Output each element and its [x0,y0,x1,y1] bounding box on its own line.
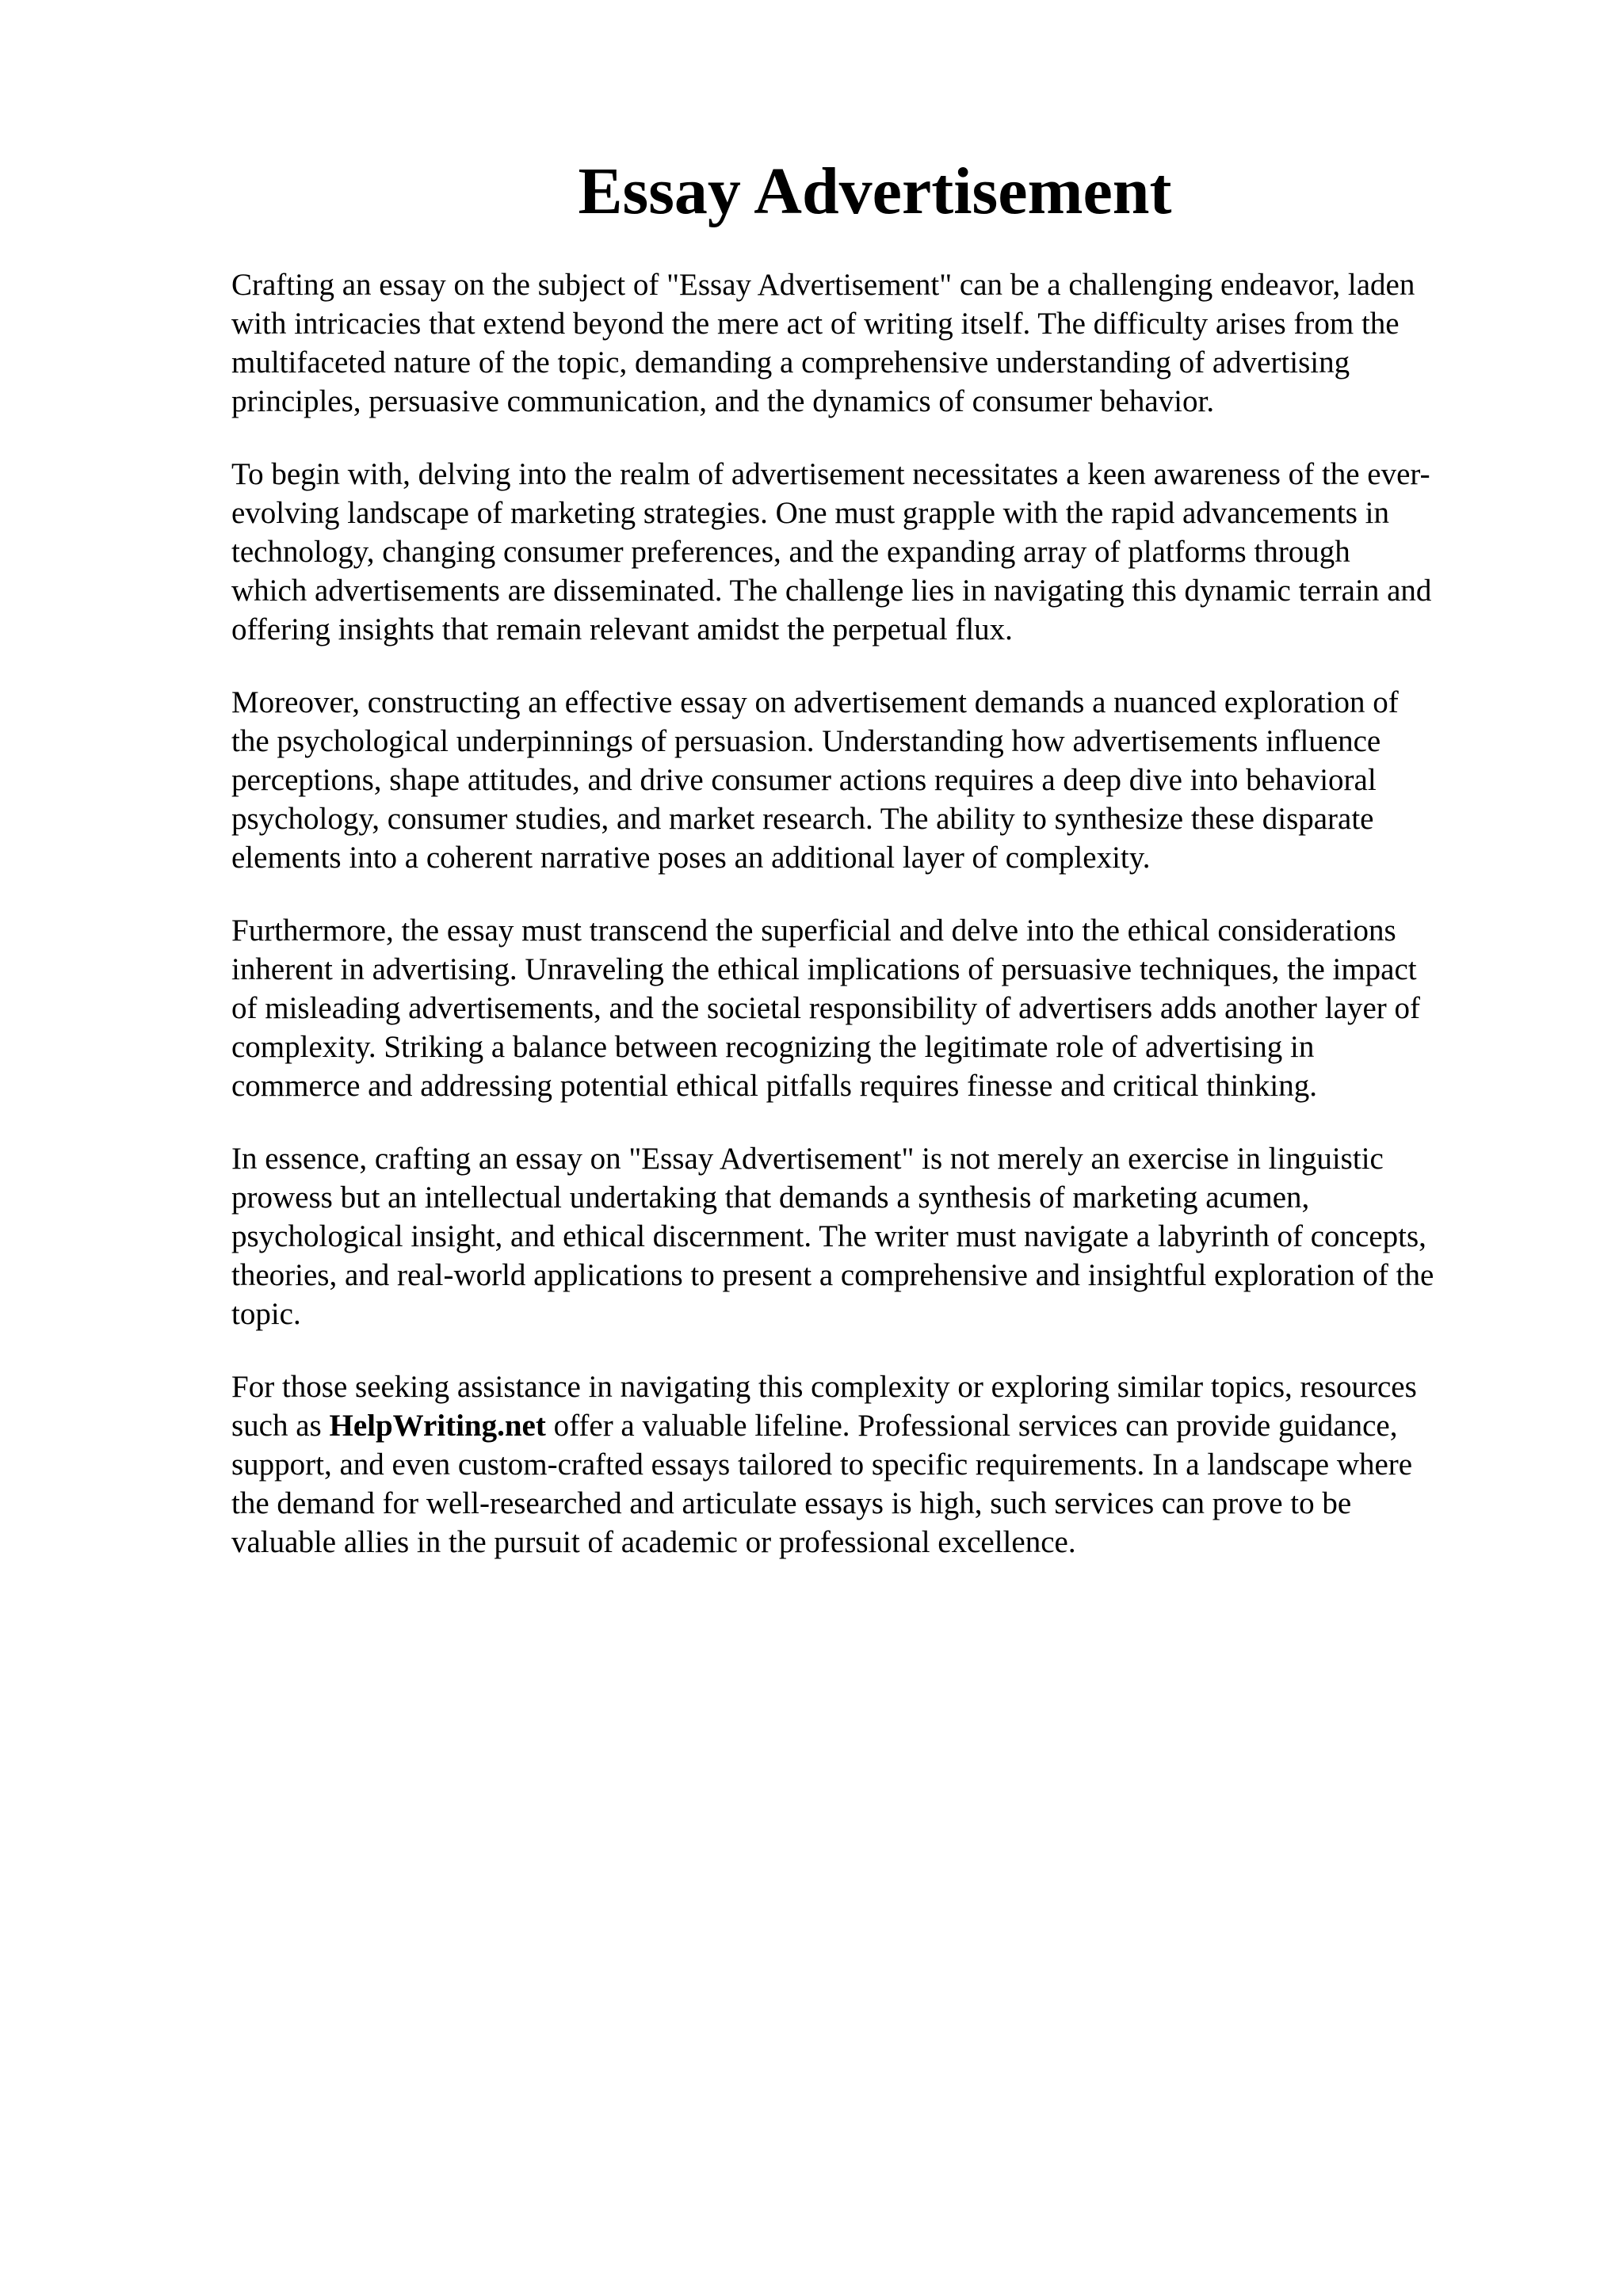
text-line: support, and even custom-crafted essays tailored to specific requirements. In a landscape where [231,1447,1413,1482]
text-line: evolving landscape of marketing strategies. One must grapple with the rapid advancements in [231,496,1389,530]
text-line: with intricacies that extend beyond the mere act of writing itself. The difficulty arises from the [231,307,1400,341]
text-line: the demand for well-researched and articulate essays is high, such services can prove to be [231,1486,1352,1520]
paragraph-5 [231,1139,1531,1333]
paragraph-4 [231,911,1531,1105]
text-fragment: such as [231,1409,330,1443]
text-line: prowess but an intellectual undertaking that demands a synthesis of marketing acumen, [231,1180,1310,1215]
text-line-with-brand [231,1406,1531,1445]
text-line: which advertisements are disseminated. The challenge lies in navigating this dynamic terrain and [231,574,1432,608]
text-line: the psychological underpinnings of persuasion. Understanding how advertisements influence [231,724,1381,758]
paragraph-3 [231,683,1531,877]
text-fragment: offer a valuable lifeline. Professional services can provide guidance, [545,1409,1398,1443]
text-line: inherent in advertising. Unraveling the ethical implications of persuasive techniques, the impact [231,952,1417,986]
text-line: Crafting an essay on the subject of "Essay Advertisement" can be a challenging endeavor, laden [231,268,1415,302]
text-line: Moreover, constructing an effective essay on advertisement demands a nuanced exploration of [231,685,1399,719]
text-line: psychology, consumer studies, and market research. The ability to synthesize these disparate [231,802,1374,836]
text-line: principles, persuasive communication, and the dynamics of consumer behavior. [231,384,1215,418]
text-line: complexity. Striking a balance between recognizing the legitimate role of advertising in [231,1030,1315,1064]
paragraph-2 [231,455,1531,649]
brand-name: HelpWriting.net [329,1409,546,1443]
text-line: theories, and real-world applications to present a comprehensive and insightful exploration of the [231,1258,1434,1292]
text-line: In essence, crafting an essay on "Essay Advertisement" is not merely an exercise in linguistic [231,1142,1384,1176]
text-line: multifaceted nature of the topic, demanding a comprehensive understanding of advertising [231,345,1350,379]
paragraph-1 [231,265,1531,421]
text-line: psychological insight, and ethical discernment. The writer must navigate a labyrinth of concepts, [231,1219,1426,1253]
text-line: commerce and addressing potential ethical pitfalls requires finesse and critical thinking. [231,1069,1317,1103]
text-line: perceptions, shape attitudes, and drive consumer actions requires a deep dive into behavioral [231,763,1377,797]
text-line: offering insights that remain relevant amidst the perpetual flux. [231,612,1013,646]
page-title: Essay Advertisement [578,154,1172,228]
text-line: topic. [231,1297,301,1331]
text-line: For those seeking assistance in navigating this complexity or exploring similar topics, resources [231,1370,1417,1404]
text-line: of misleading advertisements, and the societal responsibility of advertisers adds another layer of [231,991,1420,1025]
text-line: elements into a coherent narrative poses an additional layer of complexity. [231,841,1151,875]
text-line: Furthermore, the essay must transcend the superficial and delve into the ethical considerations [231,913,1396,948]
paragraph-6 [231,1367,1531,1562]
essay-body [231,265,1531,1596]
text-line: technology, changing consumer preferences, and the expanding array of platforms through [231,535,1350,569]
text-line: To begin with, delving into the realm of advertisement necessitates a keen awareness of the ever- [231,457,1430,491]
text-line: valuable allies in the pursuit of academic or professional excellence. [231,1525,1076,1559]
